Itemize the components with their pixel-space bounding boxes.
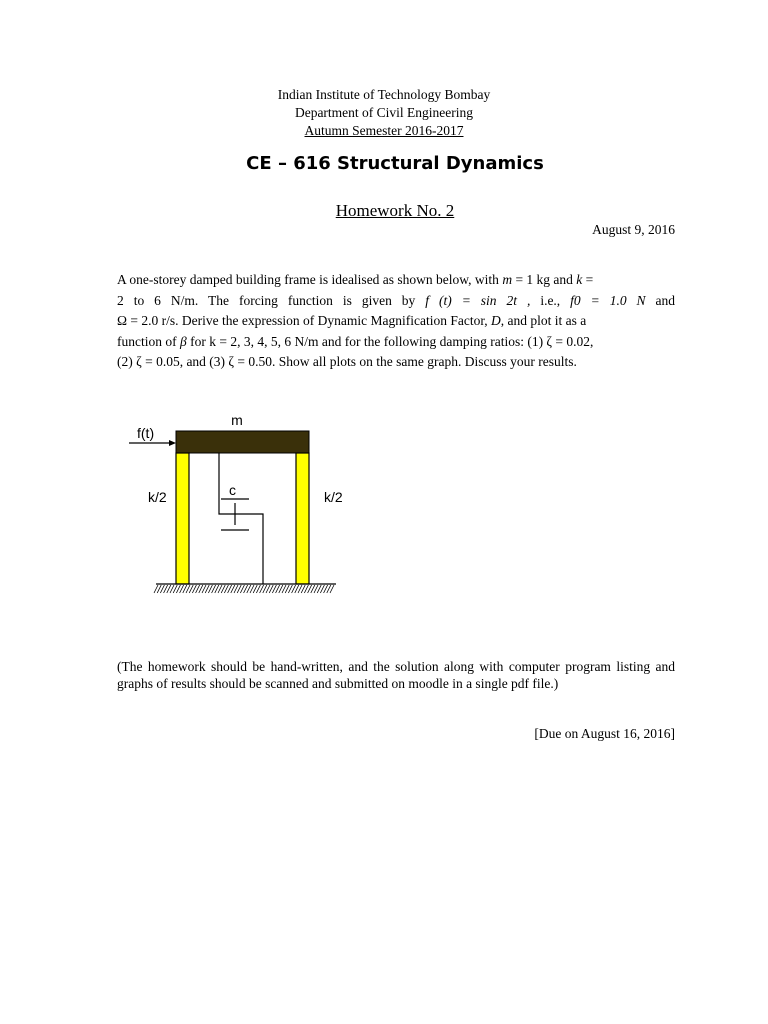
issue-date: August 9, 2016	[592, 222, 675, 237]
problem-text: and	[655, 292, 675, 308]
problem-text: =	[582, 272, 594, 287]
problem-text: 2 to 6 N/m. The forcing function is given by	[117, 292, 416, 308]
problem-line-2	[117, 291, 675, 312]
mass-slab	[176, 431, 309, 453]
problem-line-4	[117, 332, 675, 353]
homework-title: Homework No. 2	[335, 201, 455, 220]
damper	[219, 453, 263, 584]
frequency-formula: Ω = 2.0 r/s	[117, 313, 176, 328]
problem-line-1	[117, 270, 675, 291]
dmf-variable: D	[491, 313, 501, 328]
problem-line-5: (2) ζ = 0.05, and (3) ζ = 0.50. Show all plots on the same graph. Discuss your results.	[117, 354, 577, 369]
problem-text: function of	[117, 333, 180, 349]
damper-label: c	[229, 482, 236, 498]
submission-note: (The homework should be hand-written, and the solution along with computer program listing and graphs of results should be scanned and submitted on moodle in a single pdf file.)	[117, 659, 675, 691]
department-name: Department of Civil Engineering	[294, 105, 474, 120]
semester-label: Autumn Semester 2016-2017	[304, 123, 464, 138]
problem-text: A one-storey damped building frame is idealised as shown below, with	[117, 272, 503, 287]
right-column	[296, 453, 309, 584]
problem-text: and for the following damping ratios: (1) ζ = 0.02,	[318, 333, 594, 349]
problem-text: = 1 kg and	[512, 272, 577, 287]
force-amplitude-formula: f0 = 1.0 N	[570, 292, 646, 308]
beta-variable: β	[180, 333, 187, 349]
problem-statement	[117, 270, 675, 373]
force-arrow-head	[169, 440, 176, 446]
course-title: CE – 616 Structural Dynamics	[246, 153, 544, 174]
spring-left-label: k/2	[148, 489, 167, 505]
forcing-function-formula: f (t) = sin 2t ,	[425, 292, 531, 308]
problem-text: . Derive the expression of Dynamic Magnification Factor,	[175, 313, 492, 328]
left-column	[176, 453, 189, 584]
force-label: f(t)	[137, 425, 155, 441]
mass-label: m	[231, 412, 243, 428]
problem-line-3	[117, 311, 675, 332]
problem-text: , and plot it as a	[500, 313, 587, 328]
frame-diagram	[118, 405, 348, 605]
mass-variable: m	[502, 272, 513, 287]
ground	[154, 584, 336, 593]
spring-right-label: k/2	[324, 489, 343, 505]
institution-name: Indian Institute of Technology Bombay	[277, 87, 491, 102]
stiffness-variable: k	[576, 272, 583, 287]
problem-text: for	[186, 333, 210, 349]
stiffness-values: k = 2, 3, 4, 5, 6 N/m	[209, 333, 319, 349]
problem-text: i.e.,	[540, 292, 561, 308]
due-date: [Due on August 16, 2016]	[534, 726, 675, 741]
